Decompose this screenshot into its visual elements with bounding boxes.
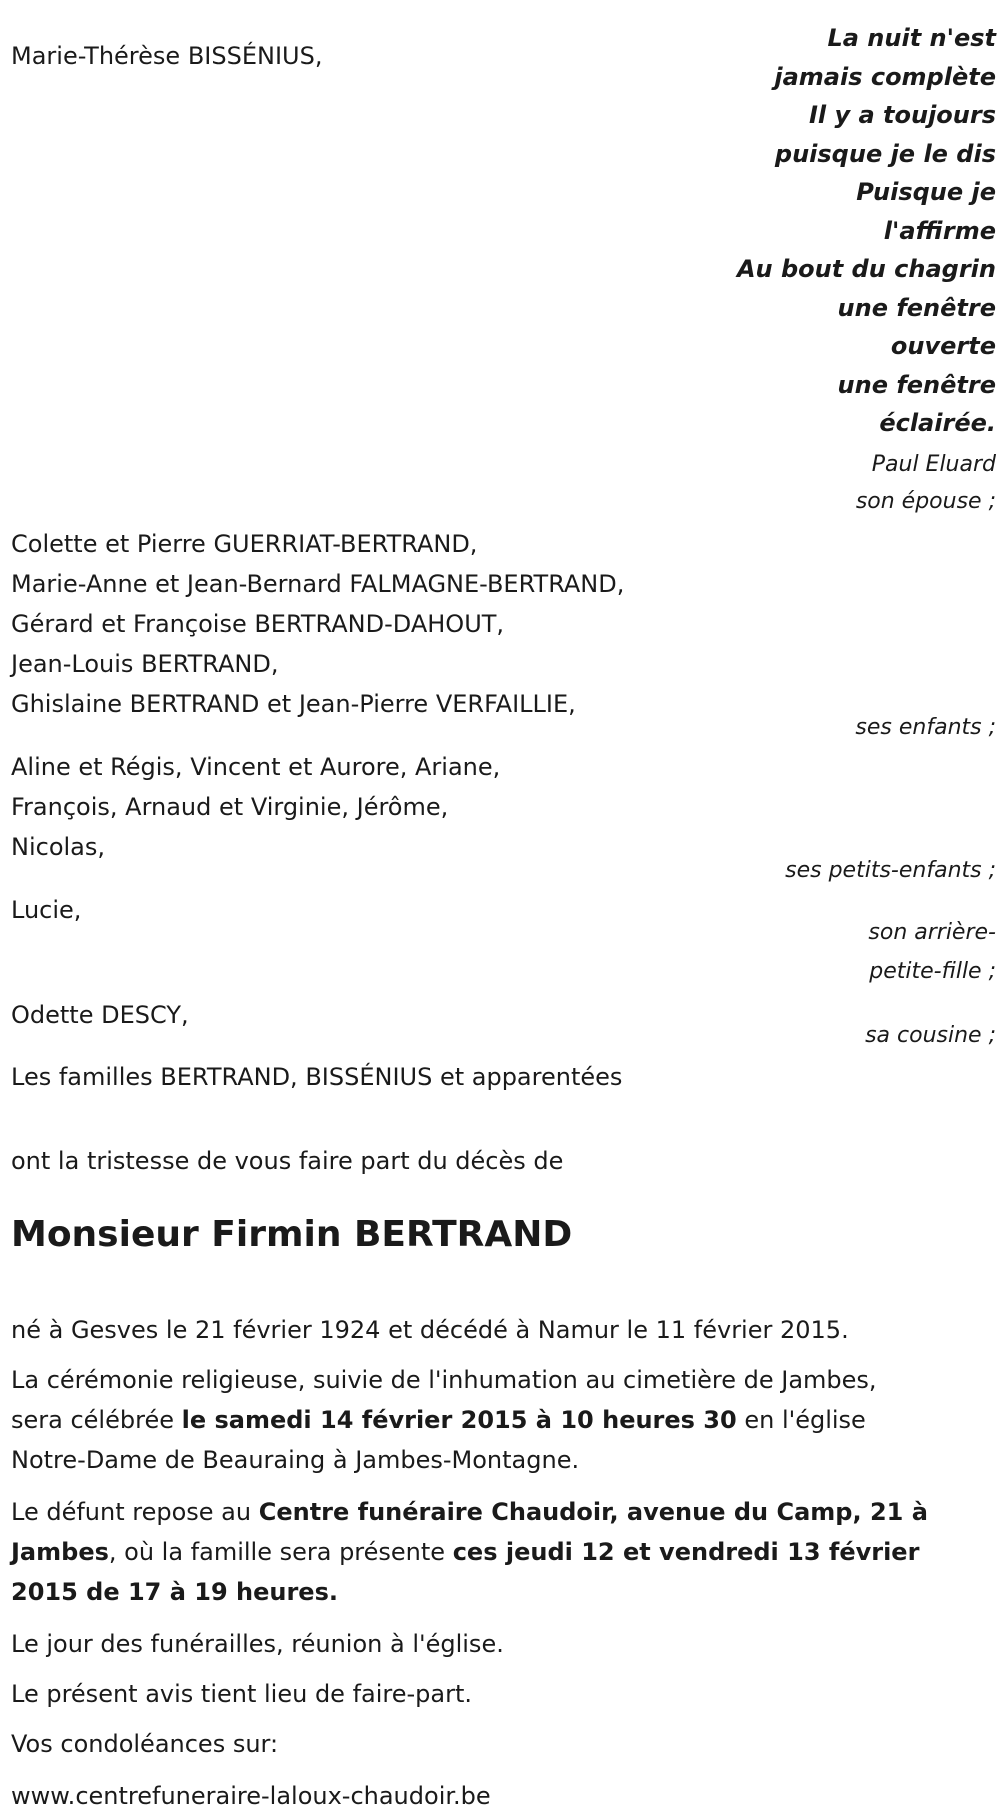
child-line: Marie-Anne et Jean-Bernard FALMAGNE-BERTRAND, bbox=[11, 570, 625, 598]
grandchild-line: Aline et Régis, Vincent et Aurore, Ariane, bbox=[11, 753, 501, 781]
visit-dates: ces jeudi 12 et vendredi 13 février bbox=[452, 1538, 920, 1566]
rest-paragraph bbox=[11, 1492, 928, 1612]
condolences-line: Vos condoléances sur: bbox=[11, 1730, 279, 1758]
families-line: Les familles BERTRAND, BISSÉNIUS et apparentées bbox=[11, 1063, 623, 1091]
cousin-name: Odette DESCY, bbox=[11, 1001, 189, 1029]
poem-line: ouverte bbox=[890, 332, 996, 360]
child-line: Ghislaine BERTRAND et Jean-Pierre VERFAILLIE, bbox=[11, 690, 576, 718]
rest-line: 2015 de 17 à 19 heures. bbox=[11, 1578, 338, 1606]
poem-line: La nuit n'est bbox=[827, 24, 996, 52]
spouse-name: Marie-Thérèse BISSÉNIUS, bbox=[11, 42, 323, 70]
poem-line: l'affirme bbox=[883, 216, 996, 245]
poem-author: Paul Eluard bbox=[871, 452, 996, 477]
poem-line: Il y a toujours bbox=[808, 101, 996, 129]
poem-line: Puisque je bbox=[856, 178, 996, 206]
child-line: Jean-Louis BERTRAND, bbox=[11, 650, 279, 678]
deceased-name: Monsieur Firmin BERTRAND bbox=[11, 1214, 573, 1255]
child-line: Colette et Pierre GUERRIAT-BERTRAND, bbox=[11, 530, 478, 558]
children-list bbox=[11, 524, 624, 724]
relation-cousin: sa cousine ; bbox=[865, 1023, 996, 1048]
grandchild-line: François, Arnaud et Virginie, Jérôme, bbox=[11, 793, 449, 821]
relation-spouse: son épouse ; bbox=[855, 489, 996, 514]
grandchild-line: Nicolas, bbox=[11, 833, 106, 861]
ceremony-paragraph bbox=[11, 1360, 877, 1480]
ceremony-line: sera célébrée le samedi 14 février 2015 à 10 heures 30 en l'église bbox=[11, 1406, 866, 1434]
notice-line: Le présent avis tient lieu de faire-part. bbox=[11, 1680, 473, 1708]
poem-line: éclairée. bbox=[879, 409, 996, 437]
relation-grandchildren: ses petits-enfants ; bbox=[785, 858, 996, 883]
announcement: ont la tristesse de vous faire part du décès de bbox=[11, 1147, 564, 1175]
poem bbox=[737, 19, 996, 443]
obituary-notice bbox=[11, 0, 996, 1808]
poem-line: Au bout du chagrin bbox=[736, 255, 996, 283]
birth-death-line: né à Gesves le 21 février 1924 et décédé à Namur le 11 février 2015. bbox=[11, 1316, 849, 1344]
poem-line: puisque je le dis bbox=[774, 139, 996, 168]
ceremony-date: le samedi 14 février 2015 à 10 heures 30 bbox=[181, 1406, 737, 1434]
relation-children: ses enfants ; bbox=[855, 715, 996, 740]
great-grandchild-name: Lucie, bbox=[11, 896, 82, 924]
rest-line: Jambes, où la famille sera présente ces jeudi 12 et vendredi 13 février bbox=[11, 1538, 920, 1566]
website-link[interactable]: www.centrefuneraire-laloux-chaudoir.be bbox=[11, 1782, 491, 1810]
relation-great-grandchild-cont: petite-fille ; bbox=[869, 959, 996, 984]
ceremony-line: Notre-Dame de Beauraing à Jambes-Montagne. bbox=[11, 1446, 580, 1474]
funeral-day-line: Le jour des funérailles, réunion à l'église. bbox=[11, 1630, 504, 1658]
relation-great-grandchild: son arrière- bbox=[868, 920, 996, 945]
rest-line: Le défunt repose au Centre funéraire Chaudoir, avenue du Camp, 21 à bbox=[11, 1498, 928, 1526]
poem-line: une fenêtre bbox=[837, 370, 996, 399]
poem-line: une fenêtre bbox=[837, 293, 996, 322]
funeral-center: Centre funéraire Chaudoir, avenue du Camp, 21 à bbox=[258, 1498, 928, 1526]
child-line: Gérard et Françoise BERTRAND-DAHOUT, bbox=[11, 610, 505, 638]
ceremony-line: La cérémonie religieuse, suivie de l'inhumation au cimetière de Jambes, bbox=[11, 1366, 877, 1394]
grandchildren-list bbox=[11, 747, 500, 867]
poem-line: jamais complète bbox=[774, 62, 996, 91]
